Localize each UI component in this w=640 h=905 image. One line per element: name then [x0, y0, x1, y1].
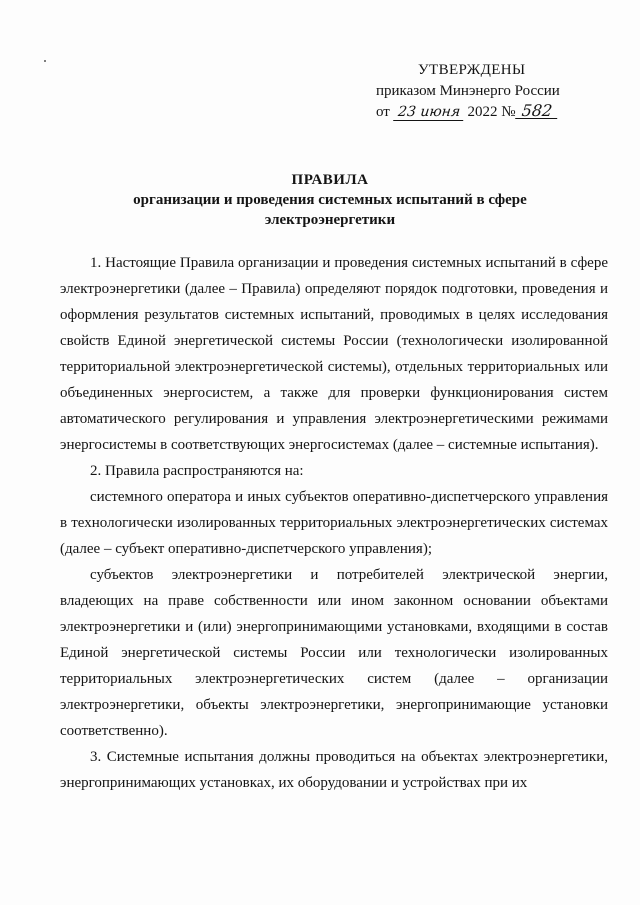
from-prefix: от — [376, 104, 390, 120]
paragraph-5: 3. Системные испытания должны проводиться на объектах электроэнергетики, энергопринимающих установках, их оборудовании и устройствах при их — [60, 749, 608, 791]
handwritten-date: 23 июня — [393, 105, 465, 121]
handwritten-order-number: 582 — [515, 103, 559, 119]
order-year: 2022 — [467, 104, 498, 120]
approval-stamp-block — [372, 60, 602, 123]
document-body — [60, 250, 608, 796]
paragraph-4: субъектов электроэнергетики и потребителей электрической энергии, владеющих на праве собственности или ином законном основании объектами электроэнергетики и (или) энергопринимающими установками, входящими в состав Единой энергетической системы России или технологически изолированных территориальных электроэнергетических систем (далее – организации электроэнергетики, объекты электроэнергетики, энергопринимающие установки соответственно). — [60, 567, 608, 739]
title-subtitle-line2: электроэнергетики — [264, 212, 396, 228]
title-heading: ПРАВИЛА — [291, 172, 369, 188]
number-sign: № — [501, 104, 516, 120]
paragraph-2: 2. Правила распространяются на: — [90, 463, 304, 479]
title-subtitle-line1: организации и проведения системных испытаний в сфере — [133, 192, 527, 208]
order-date-line — [372, 102, 602, 123]
order-reference: приказом Минэнерго России — [376, 83, 560, 99]
approved-label: УТВЕРЖДЕНЫ — [418, 62, 526, 78]
scan-speck — [44, 60, 46, 62]
document-title — [60, 170, 600, 230]
paragraph-1: 1. Настоящие Правила организации и проведения системных испытаний в сфере электроэнергетики (далее – Правила) определяют порядок подготовки, проведения и оформления результатов системных испытаний, проводимых в целях исследования свойств Единой энергетической системы России (технологически изолированной территориальной электроэнергетической системы), отдельных территориальных или объединенных энергосистем, а также для проверки функционирования систем автоматического регулирования и управления электроэнергетическими режимами энергосистемы в соответствующих энергосистемах (далее – системные испытания). — [60, 255, 608, 453]
paragraph-3: системного оператора и иных субъектов оперативно-диспетчерского управления в технологически изолированных территориальных электроэнергетических системах (далее – субъект оперативно-диспетчерского управления); — [60, 489, 608, 557]
